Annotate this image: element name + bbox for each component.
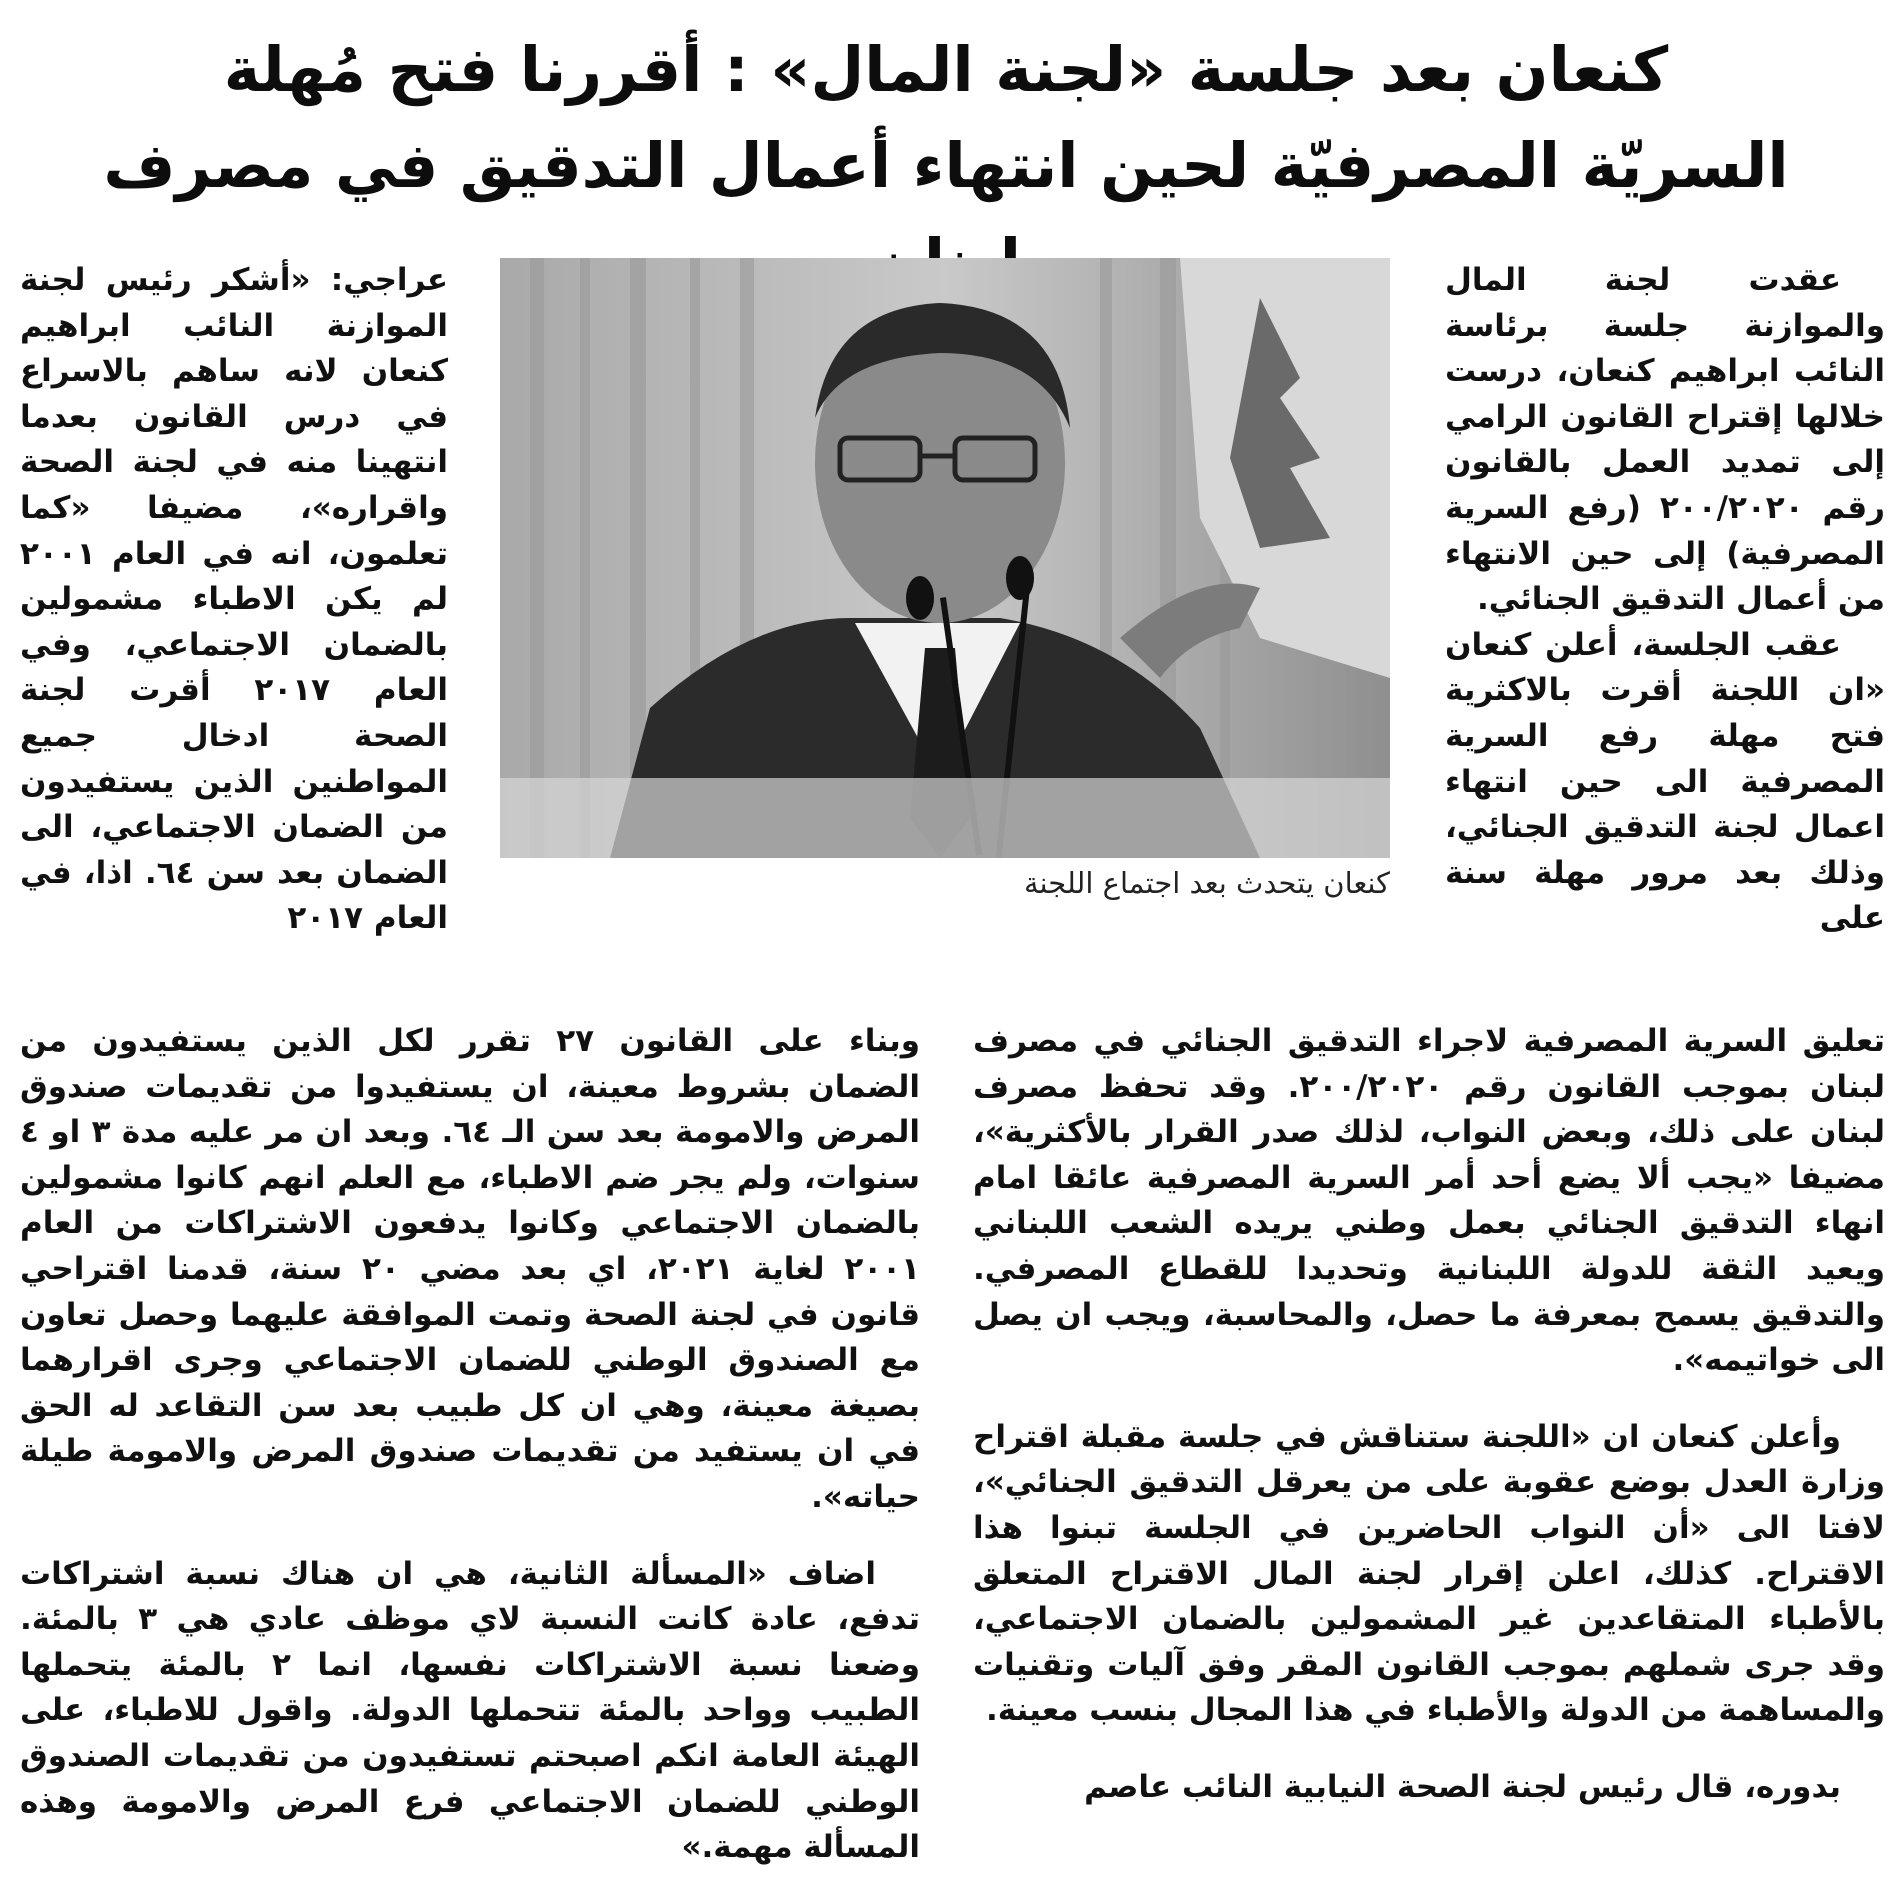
paragraph: عقب الجلسة، أعلن كنعان «ان اللجنة أقرت بالاكثرية فتح مهلة رفع السرية المصرفية الى حين انتهاء اعمال لجنة التدقيق الجنائي، وذلك بعد مرور مهلة سنة على [1445,626,1885,937]
article-photo [500,258,1390,858]
paragraph: وبناء على القانون ٢٧ تقرر لكل الذين يستفيدون من الضمان بشروط معينة، ان يستفيدوا من تقديمات صندوق المرض والامومة بعد سن الـ ٦٤. وبعد ان مر عليه مدة ٣ او ٤ سنوات، ولم يجر ضم الاطباء، مع العلم انهم كانوا مشمولين بالضمان الاجتماعي وكانوا يدفعون الاشتراكات من العام ٢٠٠١ لغاية ٢٠٢١، اي بعد مضي ٢٠ سنة، قدمنا اقتراحي قانون في لجنة الصحة وتمت الموافقة عليهما وحصل تعاون مع الصندوق الوطني للضمان الاجتماعي وجرى اقرارهما بصيغة معينة، وهي ان كل طبيب بعد سن التقاعد له الحق في ان يستفيد من تقديمات صندوق المرض والامومة طيلة حياته». [20,1023,920,1515]
speaker-photo-illustration [500,258,1390,858]
article-left-column [20,258,448,942]
article-right-column [1445,258,1885,942]
paragraph: عراجي: «أشكر رئيس لجنة الموازنة النائب ابراهيم كنعان لانه ساهم بالاسراع في درس القانون بعدما انتهينا منه في لجنة الصحة واقراره»، مضيفا «كما تعلمون، انه في العام ٢٠٠١ لم يكن الاطباء مشمولين بالضمان الاجتماعي، وفي العام ٢٠١٧ أقرت لجنة الصحة ادخال جميع المواطنين الذين يستفيدون من الضمان الاجتماعي، الى الضمان بعد سن ٦٤. اذا، في العام ٢٠١٧ [20,262,448,937]
headline-line-1: كنعان بعد جلسة «لجنة المال» : أقررنا فتح مُهلة [223,33,1669,106]
article-right-bottom [973,988,1885,1842]
photo-caption: كنعان يتحدث بعد اجتماع اللجنة [1023,866,1390,900]
paragraph: عقدت لجنة المال والموازنة جلسة برئاسة النائب ابراهيم كنعان، درست خلالها إقتراح القانون الرامي إلى تمديد العمل بالقانون رقم ٢٠٠/٢٠٢٠ (رفع السرية المصرفية) إلى حين الانتهاء من أعمال التدقيق الجنائي. [1445,262,1886,618]
paragraph: بدوره، قال رئيس لجنة الصحة النيابية النائب عاصم [1084,1768,1841,1805]
headline-line-2: السريّة المصرفيّة لحين انتهاء أعمال التدقيق في مصرف [103,129,1789,202]
paragraph: وأعلن كنعان ان «اللجنة ستناقش في جلسة مقبلة اقتراح وزارة العدل بوضع عقوبة على من يعرقل التدقيق الجنائي»، لافتا الى «أن النواب الحاضرين في الجلسة تبنوا هذا الاقتراح. كذلك، اعلن إقرار لجنة المال الاقتراح المتعلق بالأطباء المتقاعدين غير المشمولين بالضمان الاجتماعي، وقد جرى شملهم بموجب القانون المقر وفق آليات وتقنيات والمساهمة من الدولة والأطباء في هذا المجال بنسب معينة. [973,1418,1885,1729]
article-left-bottom [20,988,920,1902]
paragraph: تعليق السرية المصرفية لاجراء التدقيق الجنائي في مصرف لبنان بموجب القانون رقم ٢٠٠/٢٠٢٠. وقد تحفظ مصرف لبنان على ذلك، وبعض النواب، لذلك صدر القرار بالأكثرية»، مضيفا «يجب ألا يضع أحد أمر السرية المصرفية عائقا امام انهاء التدقيق الجنائي بعمل وطني يريده الشعب اللبناني ويعيد الثقة للدولة اللبنانية وتحديدا للقطاع المصرفي. والتدقيق يسمح بمعرفة ما حصل، والمحاسبة، ويجب ان يصل الى خواتيمه». [973,1023,1885,1379]
paragraph: اضاف «المسألة الثانية، هي ان هناك نسبة اشتراكات تدفع، عادة كانت النسبة لاي موظف عادي هي ٣ بالمئة. وضعنا نسبة الاشتراكات نفسها، انما ٢ بالمئة يتحملها الطبيب وواحد بالمئة تتحملها الدولة. واقول للاطباء، على الهيئة العامة انكم اصبحتم تستفيدون من تقديمات الصندوق الوطني للضمان الاجتماعي فرع المرض والامومة وهذه المسألة مهمة.» [20,1555,921,1866]
